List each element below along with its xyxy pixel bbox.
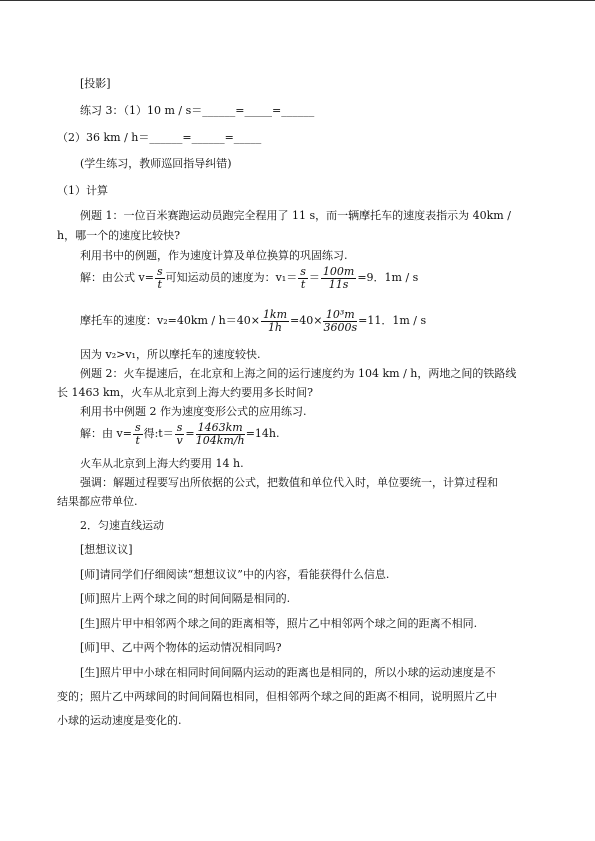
example-1-purpose: 利用书中的例题，作为速度计算及单位换算的巩固练习.: [80, 249, 348, 262]
comparison-conclusion: 因为 v₂>v₁，所以摩托车的速度较快.: [80, 348, 261, 361]
solution-2-middle: 得:t＝: [143, 427, 174, 440]
fraction-1000m-over-3600s: $\frac{\text{10³m}}{3600s}$: [323, 307, 358, 334]
emphasis-line-1: 强调：解题过程要写出所依据的公式，把数值和单位代入时，单位要统一，计算过程和: [80, 476, 498, 489]
teacher-question-3: [师]甲、乙中两个物体的运动情况相同吗?: [80, 641, 282, 654]
solution-2-line: [80, 420, 280, 448]
exercise-3-part-2: （2）36 km / h＝______=______=_____: [57, 131, 262, 144]
fraction-s-over-t-2: $\frac{s}{t}$: [300, 264, 306, 291]
solution-1-prefix: 解：由公式 v=: [80, 271, 154, 284]
think-discuss-label: [想想议议]: [80, 543, 133, 556]
example-2-line-2: 长 1463 km，火车从北京到上海大约要用多长时间?: [57, 386, 313, 399]
section-calc-heading: （1）计算: [57, 184, 108, 197]
student-response-1: [生]照片甲中相邻两个球之间的距离相等，照片乙中相邻两个球之间的距离不相同.: [80, 617, 478, 630]
solution-2-equals: =: [185, 427, 195, 440]
example-2-conclusion: 火车从北京到上海大约要用 14 h.: [80, 457, 244, 470]
student-response-2-line-2: 变的；照片乙中两球间的时间间隔也相同，但相邻两个球之间的距离不相同，说明照片乙中: [57, 690, 497, 703]
fraction-100m-over-11s: $\frac{100m}{11s}$: [322, 264, 355, 291]
fraction-1463km-over-104kmh: $\frac{1463km}{104km/h}$: [195, 420, 245, 447]
example-2-line-1: 例题 2：火车提速后，在北京和上海之间的运行速度约为 104 km / h，两地之间的铁路线: [80, 367, 517, 380]
solution-1-equals: ＝: [308, 271, 320, 284]
motorcycle-speed-line: [80, 307, 426, 335]
student-response-2-line-1: [生]照片甲中小球在相同时间间隔内运动的距离也是相同的，所以小球的运动速度是不: [80, 666, 496, 679]
solution-1-result: =9．1m / s: [357, 271, 419, 284]
example-2-purpose: 利用书中例题 2 作为速度变形公式的应用练习.: [80, 405, 307, 418]
page-top-border: [0, 0, 595, 1]
solution-1-middle: 可知运动员的速度为：v₁＝: [165, 271, 298, 284]
solution-2-result: =14h.: [245, 427, 280, 440]
emphasis-line-2: 结果都应带单位.: [57, 495, 138, 508]
section-2-heading: 2．匀速直线运动: [80, 519, 164, 532]
exercise-3-part-1: 练习 3：（1）10 m / s＝______=_____=______: [80, 104, 315, 117]
teacher-statement-2: [师]照片上两个球之间的时间间隔是相同的.: [80, 592, 291, 605]
fraction-1km-over-1h: $\frac{1km}{1h}$: [262, 307, 288, 334]
motorcycle-speed-result: =11．1m / s: [358, 314, 427, 327]
solution-2-prefix: 解：由 v=: [80, 427, 132, 440]
student-response-2-line-3: 小球的运动速度是变化的.: [57, 714, 182, 727]
example-1-line-1: 例题 1：一位百米赛跑运动员跑完全程用了 11 s，而一辆摩托车的速度表指示为 40km /: [80, 209, 511, 222]
solution-1-line: [80, 264, 418, 292]
motorcycle-speed-middle: =40×: [290, 314, 323, 327]
formula-fraction-s-over-t: $\frac{s}{t}$: [156, 264, 163, 291]
projection-label: [投影]: [80, 77, 111, 90]
fraction-s-over-t-3: $\frac{s}{t}$: [134, 420, 141, 447]
example-1-line-2: h，哪一个的速度比较快?: [57, 229, 180, 242]
teacher-prompt-1: [师]请同学们仔细阅读“想想议议”中的内容，看能获得什么信息.: [80, 568, 390, 581]
student-practice-note: (学生练习，教师巡回指导纠错): [80, 157, 232, 170]
motorcycle-speed-prefix: 摩托车的速度：v₂=40km / h＝40×: [80, 314, 260, 327]
fraction-s-over-v: $\frac{s}{v}$: [176, 420, 183, 447]
